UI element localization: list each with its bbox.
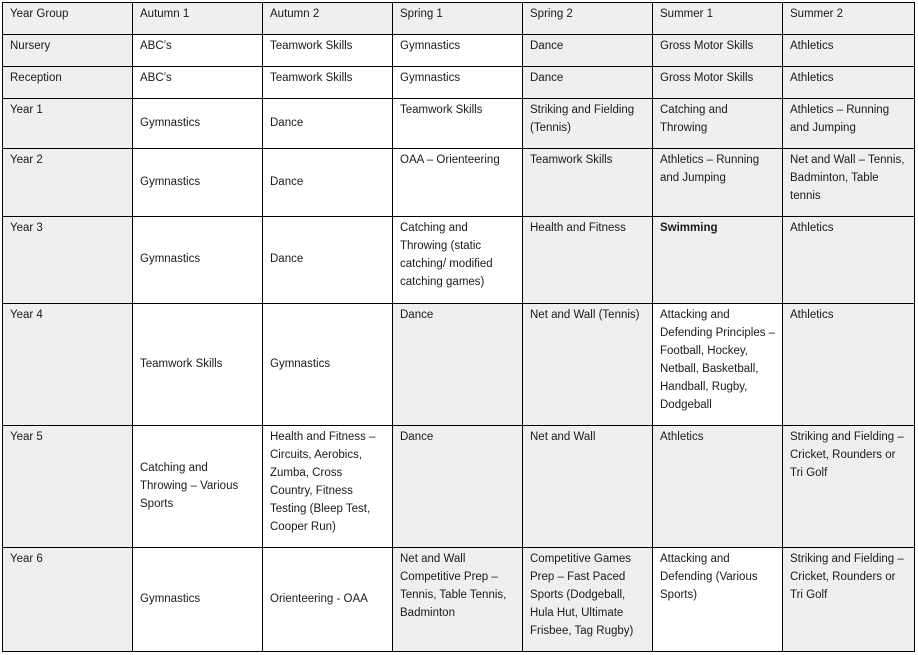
- table-cell: Teamwork Skills: [263, 67, 393, 99]
- table-cell: Swimming: [653, 217, 783, 304]
- table-cell: Gymnastics: [133, 217, 263, 304]
- year-cell: Year 6: [3, 548, 133, 652]
- header-cell: Summer 1: [653, 3, 783, 35]
- table-cell: Gymnastics: [133, 149, 263, 217]
- table-cell: OAA – Orienteering: [393, 149, 523, 217]
- table-cell: Athletics – Running and Jumping: [653, 149, 783, 217]
- table-cell: Orienteering - OAA: [263, 548, 393, 652]
- table-cell: Teamwork Skills: [523, 149, 653, 217]
- table-cell: Dance: [393, 304, 523, 426]
- table-cell: ABC’s: [133, 35, 263, 67]
- header-cell: Year Group: [3, 3, 133, 35]
- table-cell: Gross Motor Skills: [653, 67, 783, 99]
- table-row: [3, 67, 915, 99]
- header-cell: Autumn 2: [263, 3, 393, 35]
- table-row: [3, 35, 915, 67]
- table-cell: ABC’s: [133, 67, 263, 99]
- year-cell: Year 5: [3, 426, 133, 548]
- table-cell: Athletics: [653, 426, 783, 548]
- table-cell: Catching and Throwing (static catching/ modified catching games): [393, 217, 523, 304]
- table-cell: Gymnastics: [133, 99, 263, 149]
- table-cell: Net and Wall (Tennis): [523, 304, 653, 426]
- table-cell: Dance: [523, 67, 653, 99]
- table-cell: Net and Wall: [523, 426, 653, 548]
- table-cell: Catching and Throwing – Various Sports: [133, 426, 263, 548]
- table-row: [3, 304, 915, 426]
- year-cell: Year 2: [3, 149, 133, 217]
- year-cell: Year 3: [3, 217, 133, 304]
- table-cell: Gross Motor Skills: [653, 35, 783, 67]
- table-row: [3, 149, 915, 217]
- table-cell: Catching and Throwing: [653, 99, 783, 149]
- table-cell: Athletics: [783, 304, 915, 426]
- table-cell: Health and Fitness: [523, 217, 653, 304]
- table-cell: Dance: [393, 426, 523, 548]
- table-cell: Gymnastics: [263, 304, 393, 426]
- header-cell: Summer 2: [783, 3, 915, 35]
- year-cell: Year 4: [3, 304, 133, 426]
- table-row: [3, 99, 915, 149]
- table-cell: Dance: [263, 217, 393, 304]
- table-row: [3, 426, 915, 548]
- table-cell: Attacking and Defending Principles – Football, Hockey, Netball, Basketball, Handball, Rugby, Dodgeball: [653, 304, 783, 426]
- table-cell: Teamwork Skills: [393, 99, 523, 149]
- table-cell: Athletics: [783, 217, 915, 304]
- header-cell: Autumn 1: [133, 3, 263, 35]
- table-cell: Dance: [523, 35, 653, 67]
- table-cell: Dance: [263, 149, 393, 217]
- table-cell: Gymnastics: [393, 35, 523, 67]
- table-cell: Striking and Fielding (Tennis): [523, 99, 653, 149]
- header-cell: Spring 2: [523, 3, 653, 35]
- table-cell: Striking and Fielding – Cricket, Rounders or Tri Golf: [783, 426, 915, 548]
- table-cell: Dance: [263, 99, 393, 149]
- year-cell: Year 1: [3, 99, 133, 149]
- table-row: [3, 548, 915, 652]
- table-cell: Gymnastics: [133, 548, 263, 652]
- table-row: [3, 217, 915, 304]
- table-cell: Teamwork Skills: [133, 304, 263, 426]
- year-cell: Reception: [3, 67, 133, 99]
- header-cell: Spring 1: [393, 3, 523, 35]
- table-cell: Athletics – Running and Jumping: [783, 99, 915, 149]
- year-cell: Nursery: [3, 35, 133, 67]
- pe-curriculum-table: [2, 2, 915, 652]
- table-cell: Competitive Games Prep – Fast Paced Sports (Dodgeball, Hula Hut, Ultimate Frisbee, Tag Rugby): [523, 548, 653, 652]
- table-cell: Net and Wall – Tennis, Badminton, Table tennis: [783, 149, 915, 217]
- table-cell: Attacking and Defending (Various Sports): [653, 548, 783, 652]
- table-cell: Athletics: [783, 35, 915, 67]
- table-cell: Striking and Fielding – Cricket, Rounders or Tri Golf: [783, 548, 915, 652]
- table-cell: Net and Wall Competitive Prep – Tennis, Table Tennis, Badminton: [393, 548, 523, 652]
- table-cell: Teamwork Skills: [263, 35, 393, 67]
- table-cell: Health and Fitness – Circuits, Aerobics, Zumba, Cross Country, Fitness Testing (Bleep Test, Cooper Run): [263, 426, 393, 548]
- header-row: [3, 3, 915, 35]
- table-cell: Athletics: [783, 67, 915, 99]
- table-cell: Gymnastics: [393, 67, 523, 99]
